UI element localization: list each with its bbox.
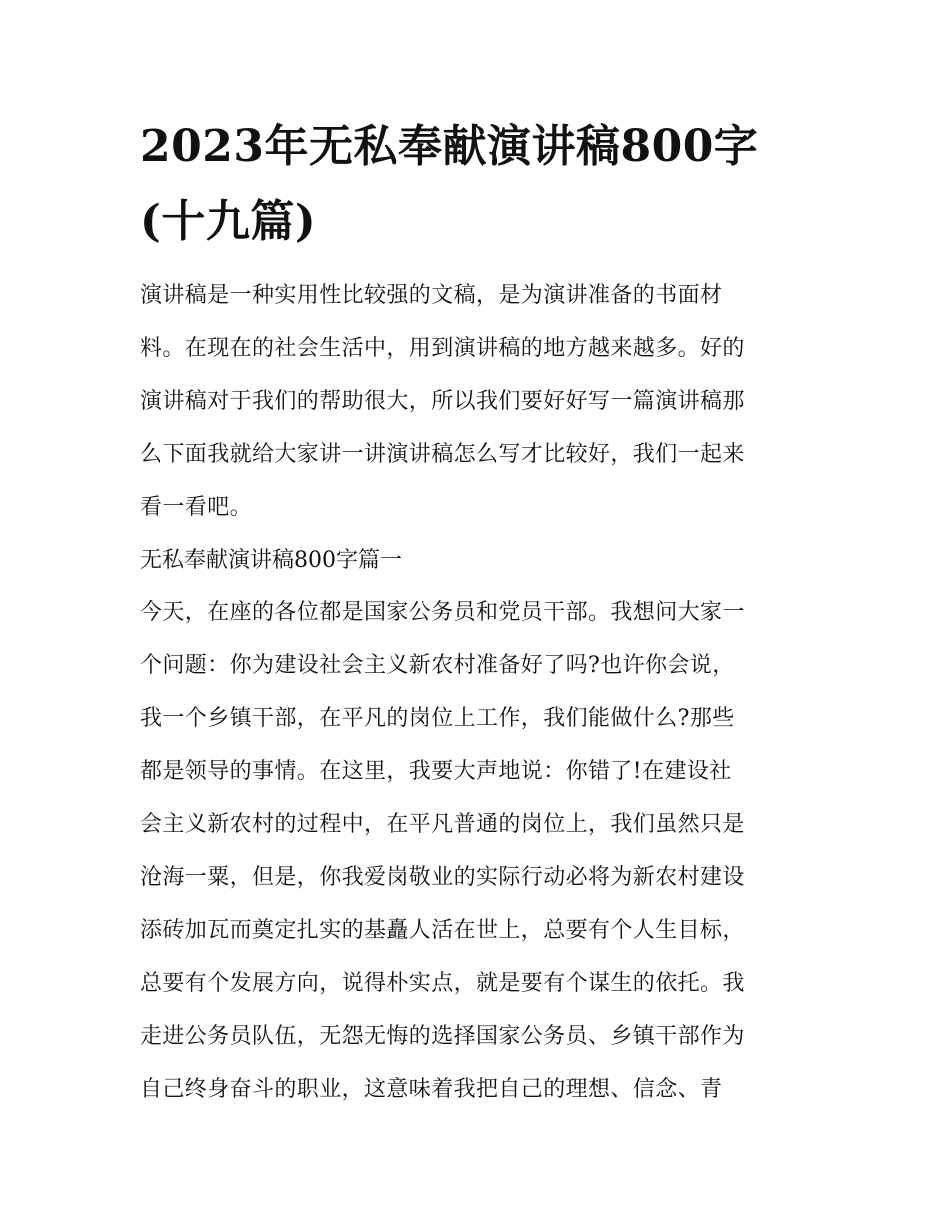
intro-line: 么下面我就给大家讲一讲演讲稿怎么写才比较好，我们一起来 — [140, 442, 745, 467]
title-line: 2023年无私奉献演讲稿800字 — [140, 121, 759, 172]
body-line: 会主义新农村的过程中，在平凡普通的岗位上，我们虽然只是 — [140, 812, 745, 837]
body-line: 沧海一粟，但是，你我爱岗敬业的实际行动必将为新农村建设 — [140, 865, 745, 890]
body-line: 总要有个发展方向，说得朴实点，就是要有个谋生的依托。我 — [140, 971, 745, 996]
body-line: 添砖加瓦而奠定扎实的基矗人活在世上，总要有个人生目标， — [140, 918, 745, 943]
title-line: (十九篇) — [140, 196, 317, 247]
body-line: 我一个乡镇干部，在平凡的岗位上工作，我们能做什么?那些 — [140, 706, 735, 731]
intro-line: 演讲稿对于我们的帮助很大，所以我们要好好写一篇演讲稿那 — [140, 389, 745, 414]
document-title — [140, 118, 815, 251]
body-line: 今天，在座的各位都是国家公务员和党员干部。我想问大家一 — [140, 600, 745, 625]
section-heading: 无私奉献演讲稿800字篇一 — [140, 548, 402, 573]
body-line: 个问题：你为建设社会主义新农村准备好了吗?也许你会说， — [140, 653, 735, 678]
intro-line: 看一看吧。 — [140, 495, 253, 520]
intro-paragraph — [140, 276, 815, 528]
intro-line: 演讲稿是一种实用性比较强的文稿，是为演讲准备的书面材 — [140, 283, 723, 308]
body-line: 都是领导的事情。在这里，我要大声地说：你错了!在建设社 — [140, 759, 732, 784]
body-paragraph — [140, 593, 815, 1110]
document-content — [140, 118, 815, 1123]
intro-line: 料。在现在的社会生活中，用到演讲稿的地方越来越多。好的 — [140, 336, 745, 361]
body-line: 走进公务员队伍，无怨无悔的选择国家公务员、乡镇干部作为 — [140, 1024, 745, 1049]
body-line: 自己终身奋斗的职业，这意味着我把自己的理想、信念、青 — [140, 1077, 723, 1102]
